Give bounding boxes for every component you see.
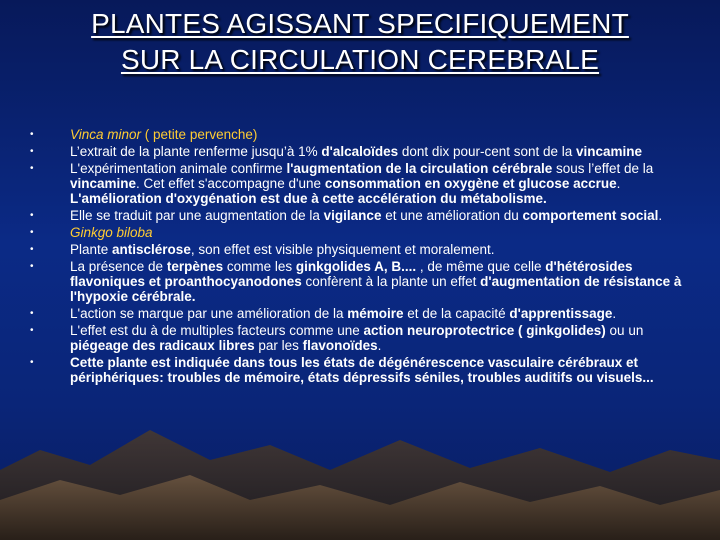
bullet-text-segment: comme les [223,259,296,274]
bullet-text-segment: mémoire [347,306,404,321]
bullet-text-segment: vincamine [70,176,137,191]
bullet-item [24,225,694,240]
bullet-text-segment: comportement social [522,208,659,223]
bullet-list [24,127,694,387]
slide-title [20,6,700,78]
bullet-item [24,127,694,142]
bullet-text-segment: sous l’effet de la [552,161,654,176]
bullet-icon: • [30,129,34,140]
bullet-text-segment: par les [254,338,303,353]
bullet-text-segment: et de la capacité [403,306,510,321]
bullet-text-segment: et une amélioration du [381,208,523,223]
bullet-item [24,242,694,257]
bullet-text-segment: dont dix pour-cent sont de la [398,144,577,159]
bullet-text-segment: l'augmentation de la circulation cérébrale [286,161,553,176]
bullet-icon: • [30,357,34,368]
bullet-text-segment: piégeage des radicaux libres [70,338,255,353]
bullet-item [24,355,694,385]
bullet-icon: • [30,227,34,238]
bullet-text-segment: . [377,338,382,353]
bullet-text-segment: Cette plante est indiquée dans tous les états de dégénérescence vasculaire cérébraux et périphériques: troubles de mémoire, états dépressifs séniles, troubles auditifs ou visuels... [70,355,654,385]
bullet-text-segment: d'apprentissage [509,306,613,321]
bullet-text-segment: flavonoïdes [302,338,378,353]
bullet-text-segment: ginkgolides A, B.... [295,259,417,274]
bullet-text-segment: , de même que celle [416,259,546,274]
bullet-text-segment: L’extrait de la plante renferme jusqu’à 1% [70,144,322,159]
bullet-item [24,161,694,206]
bullet-icon: • [30,244,34,255]
bullet-text-segment: ( petite pervenche) [141,127,258,142]
title-line-1: PLANTES AGISSANT SPECIFIQUEMENT [91,8,629,39]
bullet-text-segment: consommation en oxygène et glucose accrue [324,176,617,191]
bullet-text-segment: Vinca minor [70,127,142,142]
bullet-text-segment: action neuroprotectrice ( ginkgolides) [363,323,606,338]
bullet-text-segment: antisclérose [112,242,191,257]
bullet-icon: • [30,261,34,272]
bullet-text-segment: terpènes [166,259,224,274]
bullet-item [24,144,694,159]
bullet-text-segment: Elle se traduit par une augmentation de la [70,208,324,223]
bullet-text-segment: L'amélioration d'oxygénation est due à cette accélération du métabolisme. [70,191,547,206]
bullet-text-segment: d'augmentation de résistance à l'hypoxie cérébrale. [70,274,682,304]
bullet-text-segment: , son effet est visible physiquement et moralement. [190,242,495,257]
bullet-text-segment: . [616,176,621,191]
bullet-item [24,323,694,353]
title-line-2: SUR LA CIRCULATION CEREBRALE [120,44,600,75]
bullet-item [24,259,694,304]
bullet-text-segment: ou un [605,323,644,338]
bullet-text-segment: Plante [70,242,113,257]
bullet-text-segment: La présence de [70,259,167,274]
bullet-text-segment: d'hétérosides flavoniques et proanthocyanodones [70,259,633,289]
bullet-text-segment: . [612,306,617,321]
bullet-text-segment: vincamine [576,144,643,159]
bullet-text-segment: . Cet effet s'accompagne d'une [136,176,325,191]
bullet-icon: • [30,163,34,174]
bullet-text-segment: confèrent à la plante un effet [301,274,481,289]
bullet-text-segment: L'expérimentation animale confirme [70,161,287,176]
bullet-text-segment: L'effet est du à de multiples facteurs comme une [70,323,364,338]
bullet-icon: • [30,325,34,336]
bullet-item [24,208,694,223]
bullet-icon: • [30,210,34,221]
bullet-text-segment: d'alcaloïdes [321,144,399,159]
bullet-text-segment: . [658,208,663,223]
bullet-text-segment: Ginkgo biloba [70,225,153,240]
mountain-landscape [0,390,720,540]
bullet-item [24,306,694,321]
bullet-text-segment: vigilance [323,208,382,223]
bullet-text-segment: L'action se marque par une amélioration de la [70,306,348,321]
bullet-icon: • [30,146,34,157]
bullet-icon: • [30,308,34,319]
